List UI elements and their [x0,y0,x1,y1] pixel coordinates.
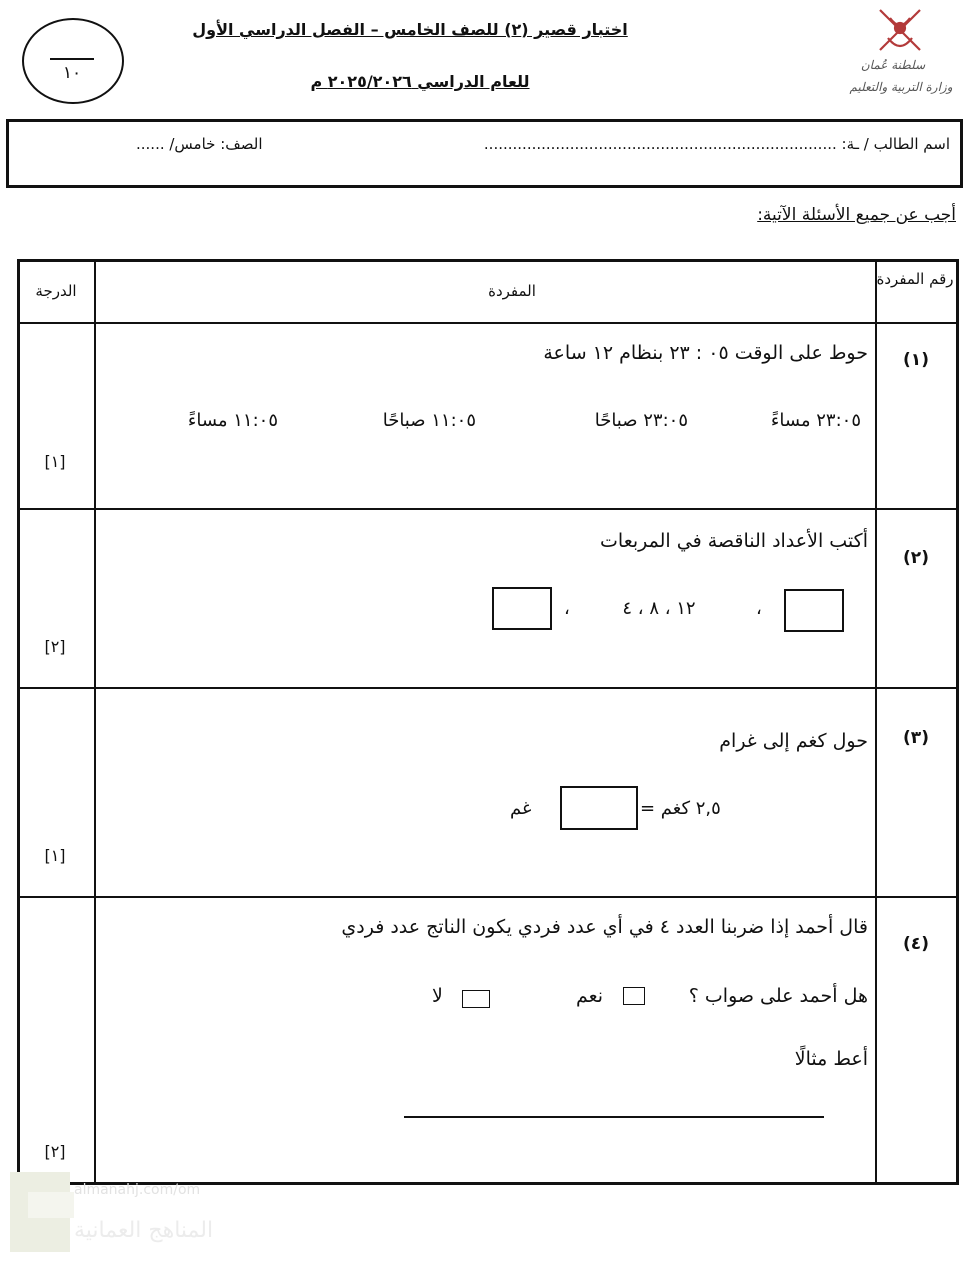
header-item: المفردة [488,282,536,300]
logo-country: سلطنة عُمان [860,58,926,72]
exam-title: اختبار قصير (٢) للصف الخامس – الفصل الدراسي الأول [192,20,628,39]
sequence-separator: ، [756,598,762,619]
grade-column-divider [94,262,96,1182]
question-text: قال أحمد إذا ضربنا العدد ٤ في أي عدد فردي يكون الناتج عدد فردي [341,916,868,938]
number-column-divider [875,262,877,1182]
grade-value: [١] [44,846,66,865]
question-text: أكتب الأعداد الناقصة في المربعات [600,530,868,552]
checkbox-no[interactable] [462,990,490,1008]
header-grade: الدرجة [35,282,77,300]
option-2[interactable]: ٢٣:٠٥ صباحًا [594,410,688,431]
example-prompt: أعط مثالًا [794,1048,868,1070]
option-4[interactable]: ١١:٠٥ مساءً [187,410,278,431]
number-sequence: ١٢ ، ٨ ، ٤ [622,598,696,619]
row-divider [20,687,956,689]
answer-box-left[interactable] [492,587,552,630]
watermark-name: المناهج العمانية [74,1218,214,1243]
grade-value: [٢] [44,1142,66,1161]
conversion-equation: ٢,٥ كغم = [640,798,721,819]
unit-label: غم [510,798,532,819]
option-1[interactable]: ٢٣:٠٥ مساءً [770,410,861,431]
score-circle [22,18,124,104]
instructions: أجب عن جميع الأسئلة الآتية: [757,205,956,225]
questions-table [17,259,959,1185]
question-number: (٢) [903,548,929,568]
student-info-box [6,119,963,188]
student-class-field[interactable]: الصف: خامس/ ...... [136,135,263,153]
checkbox-yes[interactable] [623,987,645,1005]
row-divider [20,896,956,898]
question-number: (٤) [903,934,929,954]
answer-line[interactable] [404,1116,824,1118]
watermark-logo-cut [28,1192,74,1218]
watermark-url: almanahj.com/om [74,1182,201,1198]
choice-yes-label: نعم [576,985,604,1007]
row-divider [20,508,956,510]
question-number: (١) [903,350,929,370]
student-name-field[interactable]: اسم الطالب / ـة: .......................................................................... [483,135,950,153]
answer-box[interactable] [560,786,638,830]
question-text: حول كغم إلى غرام [719,730,868,752]
logo-ministry: وزارة التربية والتعليم [849,80,953,94]
grade-value: [١] [44,452,66,471]
option-3[interactable]: ١١:٠٥ صباحًا [382,410,476,431]
answer-box-right[interactable] [784,589,844,632]
choice-no-label: لا [432,985,443,1007]
question-text: حوط على الوقت ٠٥ : ٢٣ بنظام ١٢ ساعة [543,342,868,364]
question-number: (٣) [903,728,929,748]
header-item-number: رقم المفردة [876,270,954,288]
score-total: ١٠ [62,63,82,83]
academic-year: للعام الدراسي ٢٠٢٥/٢٠٢٦ م [310,72,530,91]
score-divider [50,58,94,60]
header-row-divider [20,322,956,324]
sequence-separator: ، [564,598,570,619]
grade-value: [٢] [44,637,66,656]
question-prompt: هل أحمد على صواب ؟ [688,985,868,1007]
